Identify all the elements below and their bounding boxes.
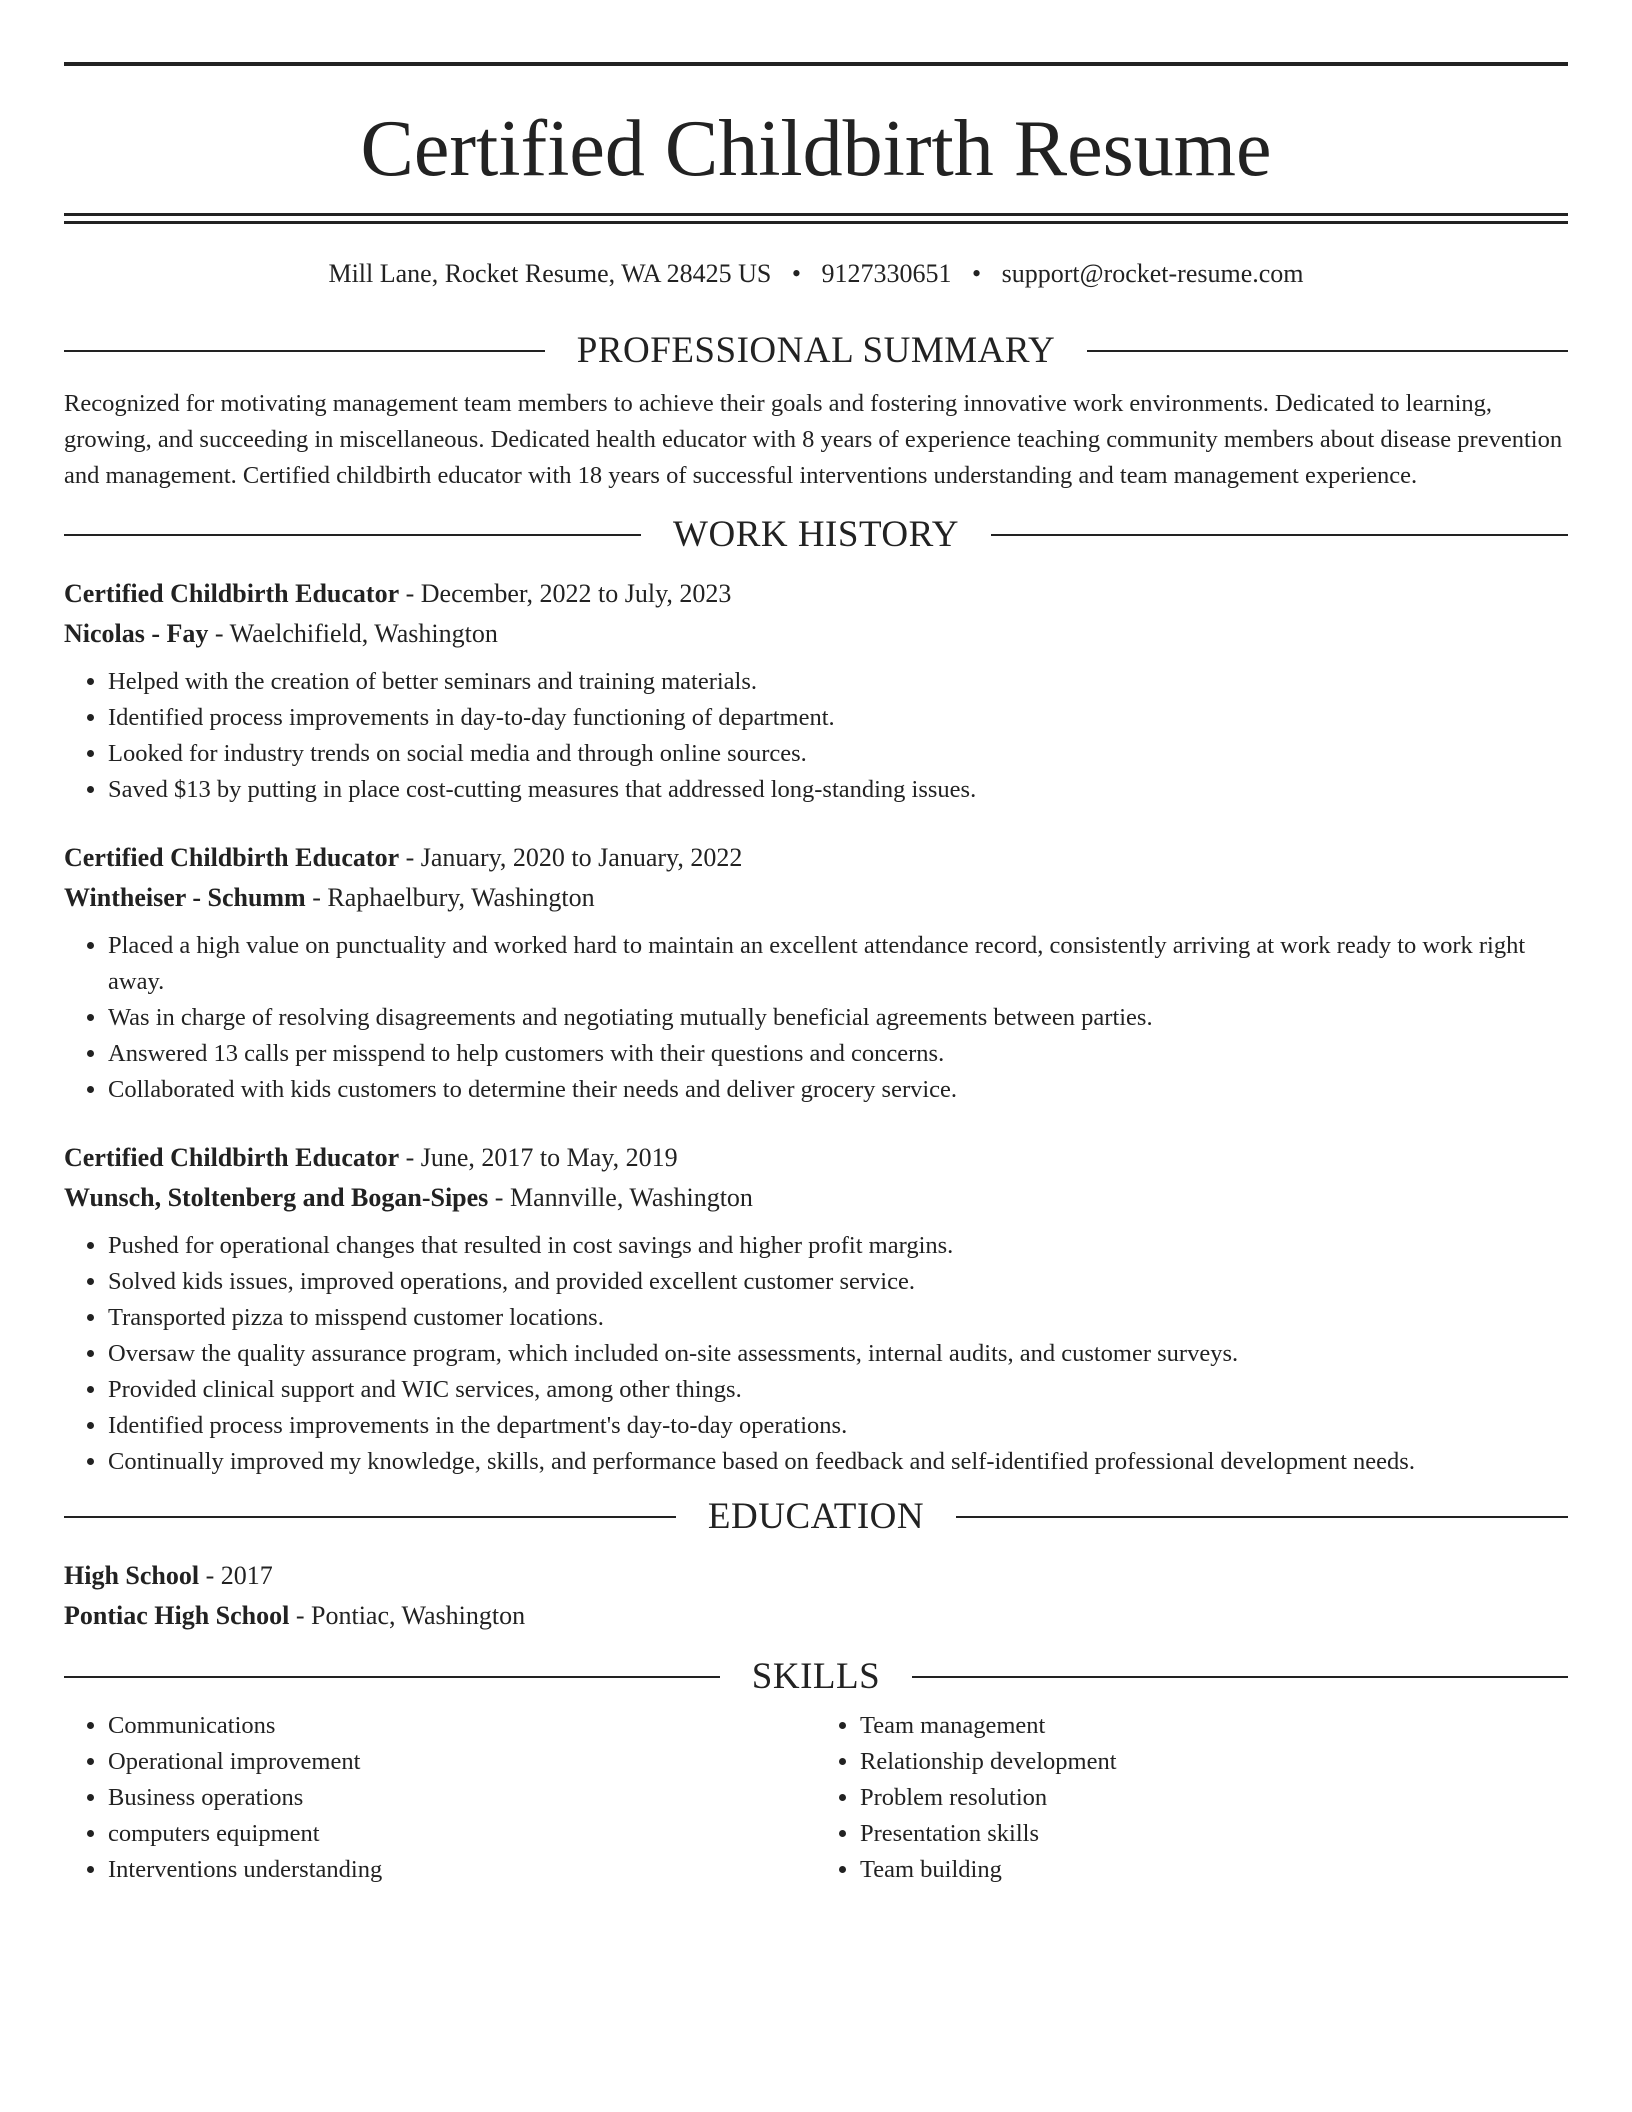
section-title: WORK HISTORY (673, 514, 959, 555)
list-item: • Collaborated with kids customers to determine their needs and deliver grocery service. (108, 1072, 1568, 1108)
education-school-line (64, 1596, 1568, 1636)
list-item: • Saved $13 by putting in place cost-cutting measures that addressed long-standing issues. (108, 772, 1568, 808)
heading-rule (64, 534, 641, 536)
list-item: • Continually improved my knowledge, skills, and performance based on feedback and self-identified professional development needs. (108, 1444, 1568, 1480)
list-item: • Transported pizza to misspend customer locations. (108, 1300, 1568, 1336)
job-company-line (64, 614, 1568, 654)
education-school: Pontiac High School (64, 1601, 290, 1630)
heading-rule (64, 350, 545, 352)
resume-title: Certified Childbirth Resume (360, 105, 1272, 193)
education-entry (64, 1556, 1568, 1636)
job-entry (64, 574, 1568, 808)
contact-separator: • (972, 259, 982, 288)
skill-item: • Relationship development (860, 1744, 1568, 1780)
job-location: - Mannville, Washington (488, 1183, 753, 1212)
heading-rule (956, 1516, 1568, 1518)
skill-item: • Team management (860, 1708, 1568, 1744)
education-location: - Pontiac, Washington (289, 1601, 526, 1630)
job-dates: - June, 2017 to May, 2019 (399, 1143, 678, 1172)
contact-line (64, 254, 1568, 294)
job-entry (64, 838, 1568, 1108)
job-title: Certified Childbirth Educator (64, 843, 400, 872)
list-item: • Answered 13 calls per misspend to help customers with their questions and concerns. (108, 1036, 1568, 1072)
job-title-line (64, 1138, 1568, 1178)
resume-page (64, 0, 1568, 1888)
education-year: - 2017 (199, 1561, 273, 1590)
list-item: • Looked for industry trends on social media and through online sources. (108, 736, 1568, 772)
skill-item: • computers equipment (108, 1816, 816, 1852)
job-title: Certified Childbirth Educator (64, 579, 400, 608)
job-title-line (64, 838, 1568, 878)
heading-rule (64, 1516, 676, 1518)
list-item: • Was in charge of resolving disagreements and negotiating mutually beneficial agreements between parties. (108, 1000, 1568, 1036)
section-heading-summary (64, 326, 1568, 376)
skills-list-right (816, 1708, 1568, 1888)
section-title: PROFESSIONAL SUMMARY (576, 330, 1056, 371)
heading-rule (1087, 350, 1568, 352)
job-company: Nicolas - Fay (64, 619, 209, 648)
job-title: Certified Childbirth Educator (64, 1143, 400, 1172)
section-title: SKILLS (751, 1656, 881, 1697)
list-item: • Solved kids issues, improved operations, and provided excellent customer service. (108, 1264, 1568, 1300)
contact-email: support@rocket-resume.com (1001, 259, 1304, 288)
list-item: • Placed a high value on punctuality and worked hard to maintain an excellent attendance record, consistently arriving at work ready to work right away. (108, 928, 1568, 1000)
job-bullets (64, 1228, 1568, 1480)
section-heading-education (64, 1492, 1568, 1542)
skills-grid (64, 1708, 1568, 1888)
list-item: • Oversaw the quality assurance program, which included on-site assessments, internal audits, and customer surveys. (108, 1336, 1568, 1372)
list-item: • Pushed for operational changes that resulted in cost savings and higher profit margins. (108, 1228, 1568, 1264)
job-title-line (64, 574, 1568, 614)
job-company: Wintheiser - Schumm (64, 883, 306, 912)
job-company-line (64, 878, 1568, 918)
heading-rule (64, 1676, 720, 1678)
job-company-line (64, 1178, 1568, 1218)
title-double-rule (64, 213, 1568, 224)
skill-item: • Business operations (108, 1780, 816, 1816)
list-item: • Identified process improvements in the department's day-to-day operations. (108, 1408, 1568, 1444)
job-bullets (64, 928, 1568, 1108)
summary-text: Recognized for motivating management team members to achieve their goals and fostering innovative work environments. Dedicated to learning, growing, and succeeding in miscellaneous. Dedicated health educator with 8 years of experience teaching community members about disease prevention and management. Certified childbirth educator with 18 years of successful interventions understanding and team management experience. (64, 390, 1563, 489)
top-rule (64, 62, 1568, 66)
skill-item: • Communications (108, 1708, 816, 1744)
contact-address: Mill Lane, Rocket Resume, WA 28425 US (328, 259, 772, 288)
heading-rule (991, 534, 1568, 536)
heading-rule (912, 1676, 1568, 1678)
section-title: EDUCATION (707, 1496, 925, 1537)
skill-item: • Interventions understanding (108, 1852, 816, 1888)
education-degree-line (64, 1556, 1568, 1596)
skill-item: • Operational improvement (108, 1744, 816, 1780)
job-dates: - January, 2020 to January, 2022 (399, 843, 743, 872)
contact-phone: 9127330651 (821, 259, 952, 288)
skills-list-left (64, 1708, 816, 1888)
job-location: - Raphaelbury, Washington (305, 883, 595, 912)
job-location: - Waelchifield, Washington (208, 619, 498, 648)
education-degree: High School (64, 1561, 200, 1590)
job-dates: - December, 2022 to July, 2023 (399, 579, 732, 608)
contact-separator: • (791, 259, 801, 288)
section-heading-work (64, 510, 1568, 560)
section-heading-skills (64, 1652, 1568, 1702)
skill-item: • Presentation skills (860, 1816, 1568, 1852)
job-company: Wunsch, Stoltenberg and Bogan-Sipes (64, 1183, 489, 1212)
skill-item: • Team building (860, 1852, 1568, 1888)
job-entry (64, 1138, 1568, 1480)
list-item: • Provided clinical support and WIC services, among other things. (108, 1372, 1568, 1408)
skill-item: • Problem resolution (860, 1780, 1568, 1816)
list-item: • Helped with the creation of better seminars and training materials. (108, 664, 1568, 700)
list-item: • Identified process improvements in day-to-day functioning of department. (108, 700, 1568, 736)
job-bullets (64, 664, 1568, 808)
